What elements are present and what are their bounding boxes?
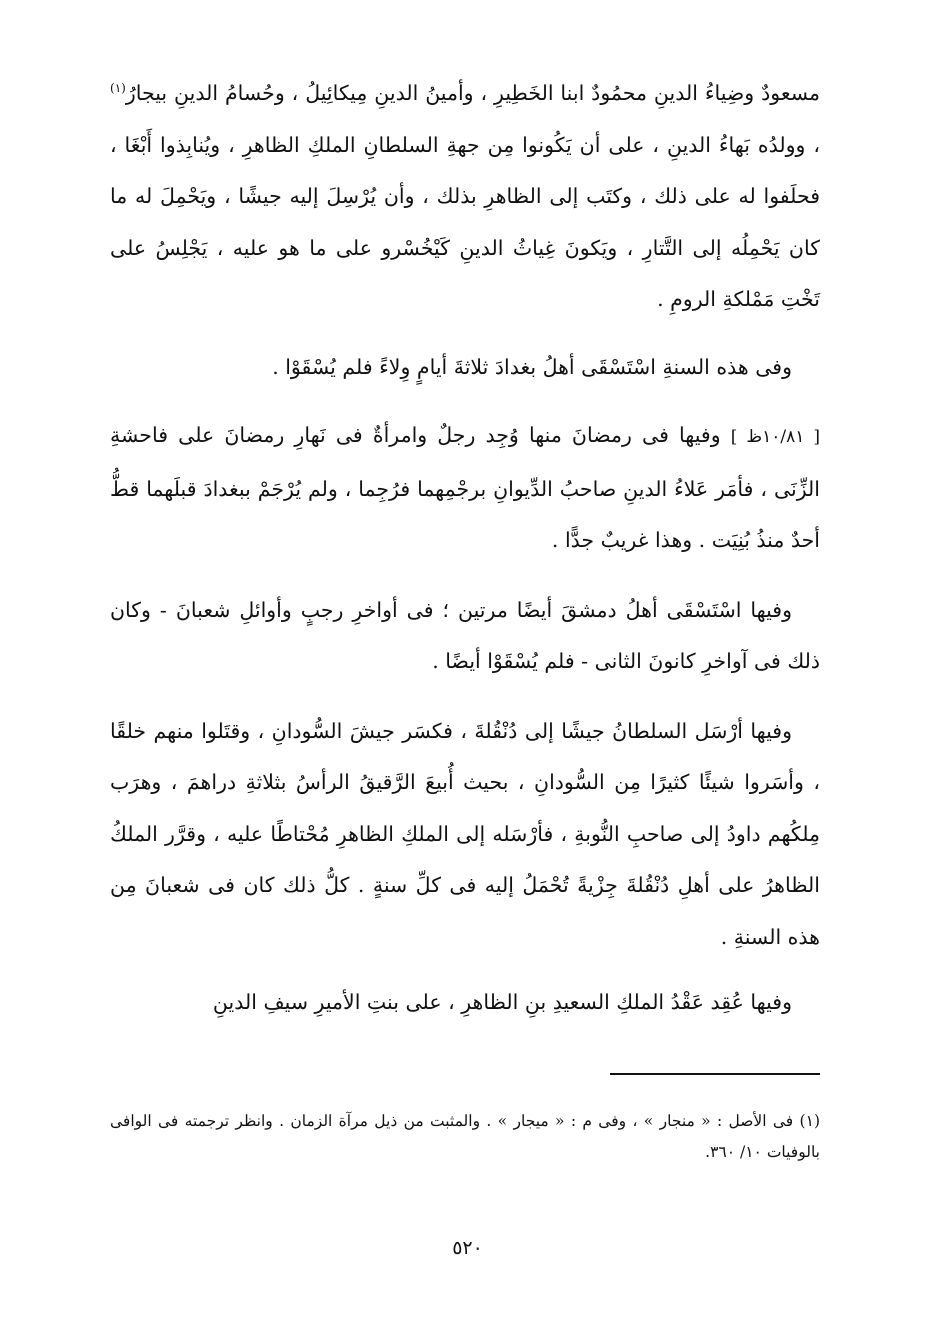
footnote: (١) فى الأصل : « منجار » ، وفى م : « ميجار » . والمثبت من ذيل مرآة الزمان . وانظر ترجمته فى الوافى بالوفيات ١٠/ ٣٦٠. [110,1112,820,1161]
paragraph-4: وفيها اسْتَسْقَى أهلُ دمشقَ أيضًا مرتين ؛ فى أواخرِ رجبٍ وأوائلِ شعبانَ - وكان ذلك فى آواخرِ كانونَ الثانى - فلم يُسْقَوْا أيضًا . [110,597,820,673]
paragraph-3-text: وفيها فى رمضانَ منها وُجِد رجلٌ وامرأةٌ فى نَهارِ رمضانَ على فاحشةِ الزِّنَى ، فأمَر عَلاءُ الدينِ صاحبُ الدِّيوانِ برجْمِهما فرُجِما ، ولم يُرْجَمْ ببغدادَ قبلَهما قطُّ أحدٌ منذُ بُنِيَت . وهذا غريبٌ جدًّا . [110,423,820,552]
manuscript-folio-marker: [ ١٠/٨١ظ ] [730,427,820,447]
paragraph-2: وفى هذه السنةِ اسْتَسْقَى أهلُ بغدادَ ثلاثةَ أيامٍ وِلاءً فلم يُسْقَوْا . [272,354,792,379]
paragraph-5: وفيها أرْسَل السلطانُ جيشًا إلى دُنْقُلةَ ، فكسَر جيشَ السُّودانِ ، وقتَلوا منهم خلقًا ، وأسَروا شيئًا كثيرًا مِن السُّودانِ ، بحيث أُبيعَ الرَّقيقُ الرأسُ بثلاثةِ دراهمَ ، وهرَب مِلكُهم داودُ إلى صاحبِ النُّوبةِ ، فأرْسَله إلى الملكِ الظاهرِ مُحْتاطًا عليه ، وقرَّر الملكُ الظاهرُ على أهلِ دُنْقُلةَ جِزْيةً تُحْمَلُ إليه فى كلِّ سنةٍ . كلُّ ذلك كان فى شعبانَ مِن هذه السنةِ . [110,718,820,949]
paragraph-3 [110,410,820,567]
paragraph-1-text-start: مسعودٌ وضِياءُ الدينِ محمُودٌ ابنا الخَطِيرِ ، وأمينُ الدينِ مِيكائِيلُ ، وحُسامُ الدينِ بيجارُ [125,81,820,105]
main-text [110,68,820,1029]
paragraph-1-text-end: ، وولدُه بَهاءُ الدينِ ، على أن يَكُونوا مِن جهةِ السلطانِ الملكِ الظاهرِ ، ويُنابِذوا أَبْغَا ، فحلَفوا له على ذلك ، وكتَب إلى الظاهرِ بذلك ، وأن يُرْسِلَ إليه جيشًا ، ويَحْمِلَ له ما كان يَحْمِلُه إلى التَّتارِ ، ويَكونَ غِياثُ الدينِ كَيْخُسْرو على ما هو عليه ، يَجْلِسُ على تَخْتِ مَمْلكةِ الرومِ . [110,132,820,311]
page-number: ٥٢٠ [452,1237,483,1259]
paragraph-1 [110,68,820,326]
footnote-separator [610,1073,820,1075]
paragraph-6: وفيها عُقِد عَقْدُ الملكِ السعيدِ بنِ الظاهرِ ، على بنتِ الأميرِ سيفِ الدينِ [212,990,792,1014]
footnote-reference: (١) [110,81,126,96]
